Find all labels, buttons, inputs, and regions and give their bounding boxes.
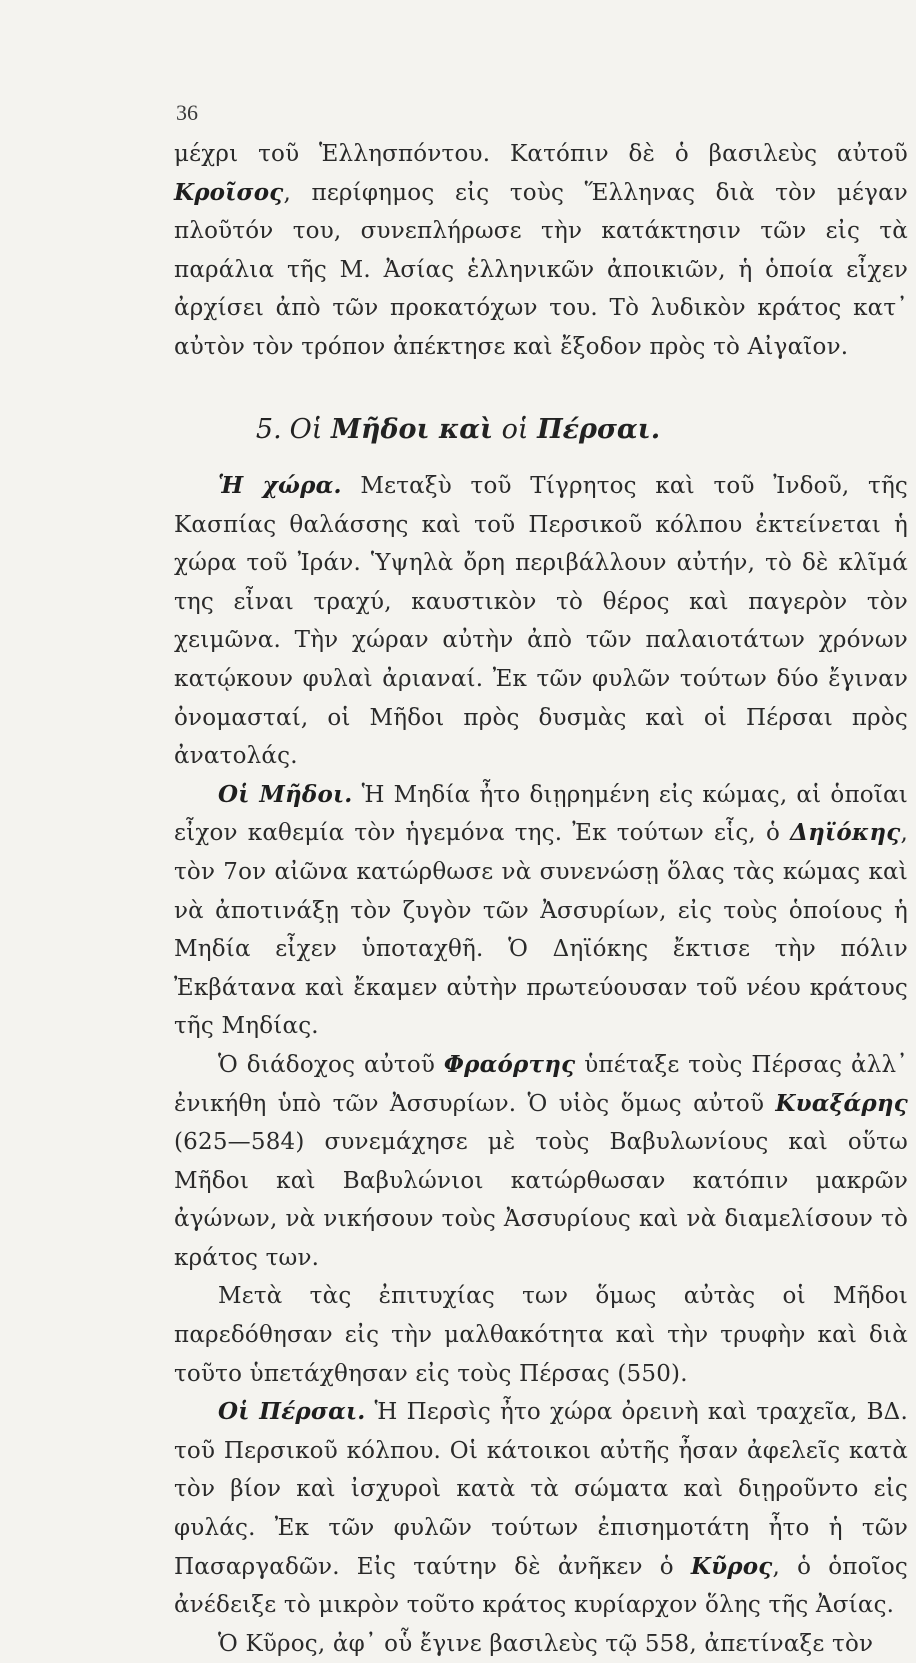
paragraph-fraortis	[174, 1046, 908, 1278]
paragraph-epitychies: Μετὰ τὰς ἐπιτυχίας των ὅμως αὐτὰς οἱ Μῆδοι παρεδόθησαν εἰς τὴν μαλθακότητα καὶ τὴν τρυφὴν καὶ διὰ τοῦτο ὑπετάχθησαν εἰς τοὺς Πέρσας (550).	[174, 1283, 908, 1387]
text-span: Ὁ διάδοχος αὐτοῦ	[218, 1051, 444, 1078]
text-span: , τὸν 7ον αἰῶνα κατώρθωσε νὰ συνενώσῃ ὅλας τὰς κώμας καὶ νὰ ἀποτινάξῃ τὸν ζυγὸν τῶν Ἀσσυρίων, εἰς τοὺς ὁποίους ἡ Μηδία εἶχεν ὑποταχθῆ. Ὁ Δηϊόκης ἔκτισε τὴν πόλιν Ἐκβάτανα καὶ ἔκαμεν αὐτὴν πρωτεύουσαν τοῦ νέου κράτους τῆς Μηδίας.	[174, 820, 908, 1040]
paragraph-medoi	[174, 776, 908, 1046]
text-span: (625—584) συνεμάχησε μὲ τοὺς Βαβυλωνίους καὶ οὕτω Μῆδοι καὶ Βαβυλώνιοι κατώρθωσαν κατόπιν μακρῶν ἀγώνων, νὰ νικήσουν τοὺς Ἀσσυρίους καὶ νὰ διαμελίσουν τὸ κράτος των.	[174, 1129, 908, 1271]
text-span: Μεταξὺ τοῦ Τίγρητος καὶ τοῦ Ἰνδοῦ, τῆς Κασπίας θαλάσσης καὶ τοῦ Περσικοῦ κόλπου ἐκτείνεται ἡ χώρα τοῦ Ἰράν. Ὑψηλὰ ὄρη περιβάλλουν αὐτήν, τὸ δὲ κλῖμά της εἶναι τραχύ, καυστικὸν τὸ θέρος καὶ παγερὸν τὸν χειμῶνα. Τὴν χώραν αὐτὴν ἀπὸ τῶν παλαιοτάτων χρόνων κατῴκουν φυλαὶ ἀριαναί. Ἐκ τῶν φυλῶν τούτων δύο ἔγιναν ὀνομασταί, οἱ Μῆδοι πρὸς δυσμὰς καὶ οἱ Πέρσαι πρὸς ἀνατολάς.	[174, 473, 909, 770]
heading-text: Οἱ	[289, 414, 331, 445]
heading-bold: Μῆδοι καὶ	[330, 414, 494, 445]
text-span: , περίφημος εἰς τοὺς Ἕλληνας διὰ τὸν μέγαν πλοῦτόν του, συνεπλήρωσε τὴν κατάκτησιν τῶν εἰς τὰ παράλια τῆς Μ. Ἀσίας ἑλληνικῶν ἀποικιῶν, ἡ ὁποία εἶχεν ἀρχίσει ἀπὸ τῶν προκατόχων του. Τὸ λυδικὸν κράτος κατ᾿ αὐτὸν τὸν τρόπον ἀπέκτησε καὶ ἔξοδον πρὸς τὸ Αἰγαῖον.	[174, 179, 908, 360]
section-body	[174, 467, 908, 1663]
intro-paragraph	[174, 135, 908, 367]
heading-text: οἱ	[493, 414, 538, 445]
text-span: , ὁ ὁποῖος ἀνέδειξε τὸ μικρὸν τοῦτο κράτος κυρίαρχον ὅλης τῆς Ἀσίας.	[174, 1553, 908, 1619]
section-heading	[0, 414, 916, 445]
paragraph-chora	[174, 467, 908, 776]
text-span: Ἡ Μηδία ἦτο διῃρημένη εἰς κώμας, αἱ ὁποῖαι εἶχον καθεμία τὸν ἡγεμόνα της. Ἐκ τούτων εἷς, ὁ	[174, 781, 908, 847]
text-span: μέχρι τοῦ Ἑλλησπόντου. Κατόπιν δὲ ὁ βασιλεὺς αὐτοῦ	[174, 141, 908, 167]
keyword-fraortis: Φραόρτης	[443, 1050, 576, 1078]
text-span: Ἡ Περσὶς ἦτο χώρα ὀρεινὴ καὶ τραχεῖα, ΒΔ. τοῦ Περσικοῦ κόλπου. Οἱ κάτοικοι αὐτῆς ἦσαν ἀφελεῖς κατὰ τὸν βίον καὶ ἰσχυροὶ κατὰ τὰ σώματα καὶ διῃροῦντο εἰς φυλάς. Ἐκ τῶν φυλῶν τούτων ἐπισημοτάτη ἦτο ἡ τῶν Πασαργαδῶν. Εἰς ταύτην δὲ ἀνῆκεν ὁ	[174, 1399, 908, 1580]
paragraph-persai	[174, 1393, 908, 1625]
keyword-kyaxaris: Κυαξάρης	[775, 1089, 908, 1117]
page-number: 36	[176, 100, 198, 125]
paragraph-kyros: Ὁ Κῦρος, ἀφ᾿ οὗ ἔγινε βασιλεὺς τῷ 558, ἀπετίναξε τὸν	[218, 1630, 874, 1657]
heading-bold: Πέρσαι.	[537, 414, 661, 445]
keyword-kroisos: Κροῖσος	[174, 178, 284, 206]
text-span: ὑπέταξε τοὺς Πέρσας ἀλλ᾿ ἐνικήθη ὑπὸ τῶν Ἀσσυρίων. Ὁ υἱὸς ὅμως αὐτοῦ	[174, 1051, 908, 1117]
keyword-chora: Ἡ χώρα.	[218, 472, 342, 499]
section-number: 5.	[255, 414, 282, 445]
paragraph-lydia	[174, 135, 908, 367]
keyword-medoi: Οἱ Μῆδοι.	[218, 780, 353, 808]
keyword-deiokis: Δηϊόκης	[790, 819, 901, 847]
keyword-persai: Οἱ Πέρσαι.	[218, 1398, 366, 1426]
keyword-kyros: Κῦρος	[690, 1552, 773, 1580]
